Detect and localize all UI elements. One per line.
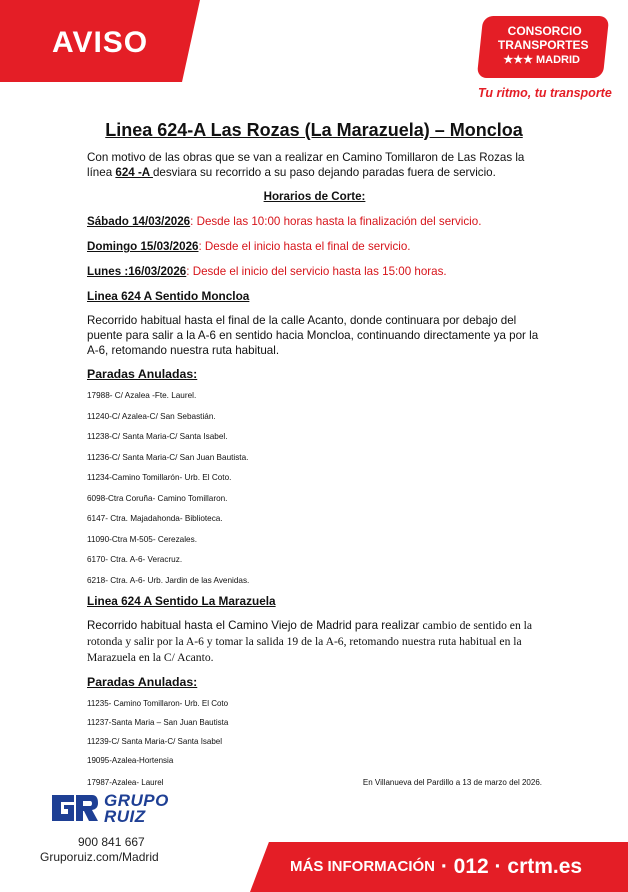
mas-informacion-label: MÁS INFORMACIÓN bbox=[290, 858, 435, 875]
section-moncloa-heading: Linea 624 A Sentido Moncloa bbox=[87, 289, 250, 303]
stop-item: 11237-Santa Maria – San Juan Bautista bbox=[87, 717, 229, 727]
info-website: crtm.es bbox=[507, 855, 583, 878]
stops-heading-marazuela: Paradas Anuladas: bbox=[87, 674, 198, 689]
page-title: Linea 624-A Las Rozas (La Marazuela) – Moncloa bbox=[105, 120, 523, 140]
grupo-ruiz-mark-icon bbox=[48, 791, 100, 825]
footer-info bbox=[290, 855, 582, 879]
last-stop-row bbox=[87, 775, 542, 790]
section-marazuela-text-a: Recorrido habitual hasta el Camino Viejo de Madrid para realizar bbox=[87, 618, 423, 632]
logo-line-3: ★★★ MADRID bbox=[503, 54, 580, 66]
phone-number: 900 841 667 bbox=[78, 835, 145, 849]
stop-item: 19095-Azalea-Hortensia bbox=[87, 755, 174, 765]
section-marazuela-text-b: cambio de sentido en la rotonda y salir por la A-6 y tomar la salida 19 de la A-6, retomando nuestra ruta habitual en la Marazuela en la C/ Acanto. bbox=[87, 618, 533, 664]
company-website: Gruporuiz.com/Madrid bbox=[40, 850, 159, 864]
schedule-day: Domingo 15/03/2026 bbox=[87, 240, 199, 253]
company-name-line2: RUIZ bbox=[104, 807, 146, 826]
stop-item: 11234-Camino Tomillarón- Urb. El Coto. bbox=[87, 473, 232, 482]
intro-before: Con motivo de las obras que se van a realizar en Camino Tomillaron de Las Rozas la línea bbox=[87, 151, 525, 179]
stop-item: 11239-C/ Santa Maria-C/ Santa Isabel bbox=[87, 736, 223, 746]
info-phone-number: 012 bbox=[453, 855, 489, 878]
schedule-text: : Desde el inicio del servicio hasta las 15:00 horas. bbox=[186, 265, 447, 278]
logo-line-1: CONSORCIO bbox=[507, 24, 582, 38]
company-name-line1: GRUPO bbox=[104, 791, 169, 810]
intro-line: 624 -A bbox=[115, 166, 153, 179]
stop-item: 6170- Ctra. A-6- Veracruz. bbox=[87, 555, 183, 564]
section-moncloa-text: Recorrido habitual hasta el final de la calle Acanto, donde continuara por debajo del puente para salir a la A-6 en sentido hacia Moncloa, continuando directamente ya por la A-6, retomando nuestra ruta habitual. bbox=[87, 314, 539, 357]
stop-item: 11236-C/ Santa Maria-C/ San Juan Bautista. bbox=[87, 452, 249, 462]
stop-item: 11090-Ctra M-505- Cerezales. bbox=[87, 534, 197, 544]
schedule-text: : Desde el inicio hasta el final de servicio. bbox=[198, 240, 411, 253]
notice-body bbox=[87, 150, 542, 790]
schedule-sunday bbox=[87, 239, 542, 254]
section-marazuela-heading: Linea 624 A Sentido La Marazuela bbox=[87, 593, 276, 608]
stop-item: 6218- Ctra. A-6- Urb. Jardin de las Avenidas. bbox=[87, 575, 250, 585]
stop-item: 17987-Azalea- Laurel bbox=[87, 777, 164, 787]
schedule-saturday bbox=[87, 214, 542, 229]
tagline: Tu ritmo, tu transporte bbox=[478, 86, 612, 100]
stops-heading-moncloa: Paradas Anuladas: bbox=[87, 367, 198, 381]
consorcio-transportes-logo bbox=[477, 16, 610, 78]
stop-item: 11240-C/ Azalea-C/ San Sebastián. bbox=[87, 411, 216, 421]
signoff-date: En Villanueva del Pardillo a 13 de marzo del 2026. bbox=[362, 777, 542, 787]
aviso-label: AVISO bbox=[52, 26, 149, 59]
horarios-heading: Horarios de Corte: bbox=[263, 190, 366, 203]
logo-line-2: TRANSPORTES bbox=[497, 38, 589, 52]
schedule-text: : Desde las 10:00 horas hasta la finalización del servicio. bbox=[190, 215, 482, 228]
stop-item: 11238-C/ Santa Maria-C/ Santa Isabel. bbox=[87, 432, 228, 441]
stop-item: 6147- Ctra. Majadahonda- Biblioteca. bbox=[87, 514, 223, 523]
schedule-monday bbox=[87, 264, 542, 279]
stop-item: 17988- C/ Azalea -Fte. Laurel. bbox=[87, 391, 197, 400]
intro-paragraph bbox=[87, 150, 542, 180]
grupo-ruiz-logo bbox=[48, 791, 188, 825]
schedule-day: Lunes :16/03/2026 bbox=[87, 265, 187, 278]
separator-dot: · bbox=[488, 855, 508, 878]
intro-after: desviara su recorrido a su paso dejando paradas fuera de servicio. bbox=[152, 166, 496, 179]
separator-dot: · bbox=[435, 855, 454, 878]
section-marazuela-text bbox=[87, 618, 542, 666]
stop-item: 6098-Ctra Coruña- Camino Tomillaron. bbox=[87, 493, 228, 503]
schedule-day: Sábado 14/03/2026 bbox=[87, 215, 191, 228]
stop-item: 11235- Camino Tomillaron- Urb. El Coto bbox=[87, 698, 229, 708]
